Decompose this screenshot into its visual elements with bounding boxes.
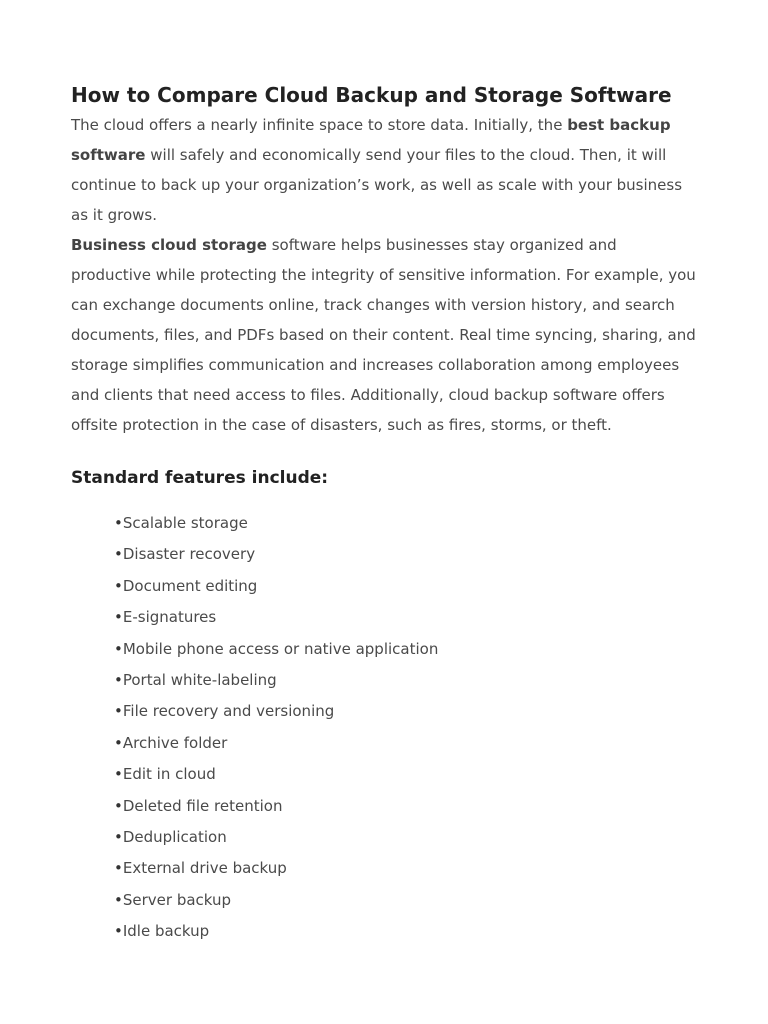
feature-item <box>114 853 701 884</box>
feature-label: Deleted file retention <box>122 796 283 815</box>
feature-item <box>114 634 701 665</box>
feature-item <box>114 665 701 696</box>
feature-label: File recovery and versioning <box>122 702 335 721</box>
bullet-icon: • <box>114 859 123 878</box>
feature-label: Portal white-labeling <box>122 671 277 690</box>
feature-label: E-signatures <box>122 608 217 627</box>
feature-label: External drive backup <box>122 859 287 878</box>
bullet-icon: • <box>114 796 123 815</box>
feature-item <box>114 571 701 602</box>
feature-label: Disaster recovery <box>122 545 256 564</box>
bullet-icon: • <box>114 890 123 909</box>
bullet-icon: • <box>114 639 123 658</box>
bullet-icon: • <box>114 514 123 532</box>
business-cloud-storage-bold: Business cloud storage <box>71 236 267 254</box>
feature-label: Deduplication <box>122 828 227 847</box>
feature-label: Mobile phone access or native application <box>122 639 439 658</box>
best-backup-software-bold: best backup software <box>71 116 671 164</box>
bullet-icon: • <box>114 545 123 564</box>
feature-item <box>114 728 701 759</box>
bullet-icon: • <box>114 733 123 752</box>
feature-item <box>114 602 701 633</box>
feature-item <box>114 508 701 539</box>
feature-label: Edit in cloud <box>122 765 216 784</box>
bullet-icon: • <box>114 922 123 941</box>
bullet-icon: • <box>114 576 123 595</box>
feature-item <box>114 696 701 727</box>
bullet-icon: • <box>114 828 123 847</box>
bullet-icon: • <box>114 671 123 690</box>
feature-item <box>114 916 701 947</box>
feature-item <box>114 759 701 790</box>
features-heading: Standard features include: <box>71 468 329 488</box>
features-list <box>71 496 701 948</box>
feature-item <box>114 791 701 822</box>
intro-paragraph <box>71 110 701 230</box>
feature-label: Archive folder <box>122 733 228 752</box>
feature-item <box>114 822 701 853</box>
feature-item <box>114 539 701 570</box>
document-title: How to Compare Cloud Backup and Storage Software <box>71 83 672 107</box>
document-page <box>71 80 701 948</box>
feature-label: Server backup <box>122 890 232 909</box>
feature-item <box>114 885 701 916</box>
business-storage-paragraph <box>71 230 701 440</box>
bullet-icon: • <box>114 608 123 627</box>
bullet-icon: • <box>114 702 123 721</box>
bullet-icon: • <box>114 765 123 784</box>
feature-label: Idle backup <box>122 922 210 941</box>
feature-label: Document editing <box>122 576 258 595</box>
business-storage-text: software helps businesses stay organized and productive while protecting the integrity of sensitive information. For example, you can exchange documents online, track changes with version history, and search documents, files, and PDFs based on their content. Real time syncing, sharing, and storage simplifies communication and increases collaboration among employees and clients that need access to files. Additionally, cloud backup software offers offsite protection in the case of disasters, such as fires, storms, or theft. <box>71 236 696 434</box>
feature-label: Scalable storage <box>122 514 248 532</box>
intro-text-end: will safely and economically send your files to the cloud. Then, it will continue to back up your organization’s work, as well as scale with your business as it grows. <box>71 146 683 224</box>
intro-text-start: The cloud offers a nearly infinite space to store data. Initially, the <box>71 116 568 134</box>
